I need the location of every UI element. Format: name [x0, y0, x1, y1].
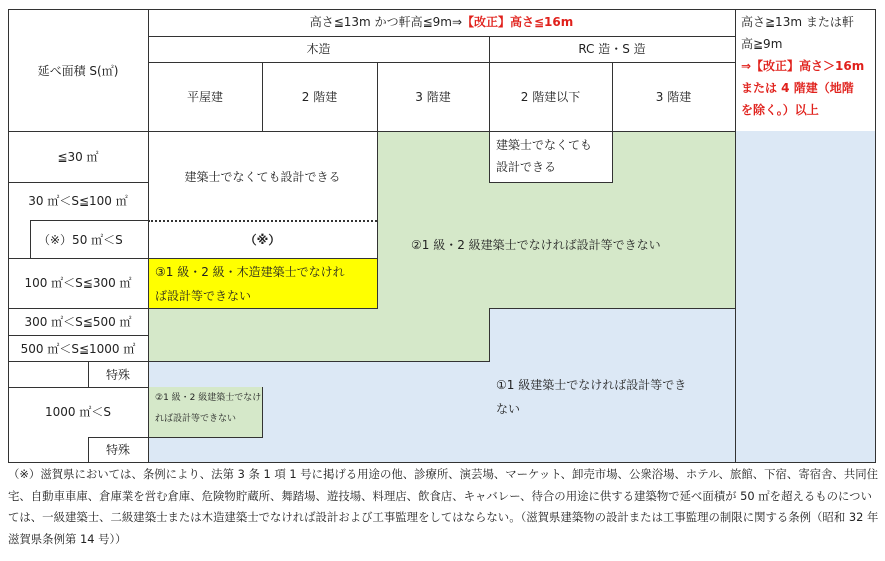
- fill-green-grade12: [377, 131, 489, 388]
- cell-no-architect-rc: [496, 136, 592, 176]
- row-label-30-100: 30 ㎡＜S≦100 ㎡: [28, 194, 128, 208]
- cell-grade1-architect-line2: ない: [496, 402, 521, 416]
- cell-no-architect-rc-line1: 建築士でなくても: [496, 138, 593, 152]
- cell-grade1-architect: [496, 376, 686, 418]
- row-label-500-1000: 500 ㎡＜S≦1000 ㎡: [20, 342, 136, 356]
- group-high-header: [741, 13, 864, 119]
- group-low-revised-text: 【改正】高さ≦16m: [462, 15, 574, 29]
- rc-3f-header: 3 階建: [655, 90, 692, 104]
- group-high-line2: 高≧9m: [741, 37, 783, 51]
- fill-green-grade12-wood: [148, 308, 377, 361]
- footnote: （※）滋賀県においては、条例により、法第 3 条 1 項 1 号に掲げる用途の他、診療所、演芸場、マーケット、卸売市場、公衆浴場、ホテル、旅館、下宿、寄宿舎、共同住宅、自動車車庫、倉庫業を営む倉庫、危険物貯蔵所、舞踏場、遊技場、料理店、飲食店、キャバレー、待合の用途に供する建築物で延べ面積が 50 ㎡を超えるものについては、一級建築士、二級建築士または木造建築士でなければ設計および工事監理をしてはならない。（滋賀県建築物の設計または工事監理の制限に関する条例（昭和 32 年滋賀県条例第 14 号））: [8, 467, 879, 546]
- fill-blue-high: [735, 131, 876, 463]
- cell-wood-architect-line1: ③1 級・2 級・木造建築士でなけれ: [155, 265, 345, 279]
- cell-no-architect-wood: 建築士でなくても設計できる: [184, 170, 341, 184]
- rc-2f-header: 2 階建以下: [520, 90, 581, 104]
- group-low-height-header: [148, 13, 735, 31]
- row-label-under-30: ≦30 ㎡: [57, 150, 99, 164]
- area-column-header: 延べ面積 S(㎡): [37, 64, 119, 78]
- row-label-over-1000: 1000 ㎡＜S: [45, 405, 111, 419]
- group-high-revised-line3: を除く。）以上: [741, 103, 819, 117]
- wood-header: 木造: [306, 42, 331, 56]
- group-high-line1: 高さ≧13m または軒: [741, 15, 854, 29]
- cell-grade12-architect: ②1 級・2 級建築士でなければ設計等できない: [411, 238, 661, 252]
- cell-grade1-architect-line1: ①1 級建築士でなければ設計等でき: [496, 378, 687, 392]
- cell-note-mark: （※）: [244, 233, 281, 247]
- row-label-special-2: 特殊: [105, 443, 130, 457]
- wood-2f-header: 2 階建: [301, 90, 338, 104]
- row-label-over-50-note: （※）50 ㎡＜S: [38, 233, 123, 247]
- cell-grade12-small-line1: ②1 級・2 級建築士でなけ: [155, 393, 262, 403]
- group-high-revised-line1: ⇒【改正】高さ＞16m: [741, 59, 865, 73]
- group-low-height-text: 高さ≦13m かつ軒高≦9m⇒: [309, 15, 462, 29]
- cell-grade12-small: [155, 392, 261, 426]
- wood-1f-header: 平屋建: [186, 90, 223, 104]
- row-label-300-500: 300 ㎡＜S≦500 ㎡: [24, 315, 132, 329]
- wood-3f-header: 3 階建: [415, 90, 451, 104]
- cell-wood-architect: [155, 263, 345, 305]
- row-label-special-1: 特殊: [105, 368, 130, 382]
- rc-header: RC 造・S 造: [578, 42, 646, 56]
- cell-no-architect-rc-line2: 設計できる: [496, 160, 557, 174]
- row-label-100-300: 100 ㎡＜S≦300 ㎡: [24, 276, 132, 290]
- cell-wood-architect-line2: ば設計等できない: [155, 289, 252, 303]
- cell-grade12-small-line2: れば設計等できない: [155, 414, 237, 424]
- fill-green-grade12-top: [612, 131, 735, 182]
- group-high-revised-line2: または 4 階建（地階: [741, 81, 854, 95]
